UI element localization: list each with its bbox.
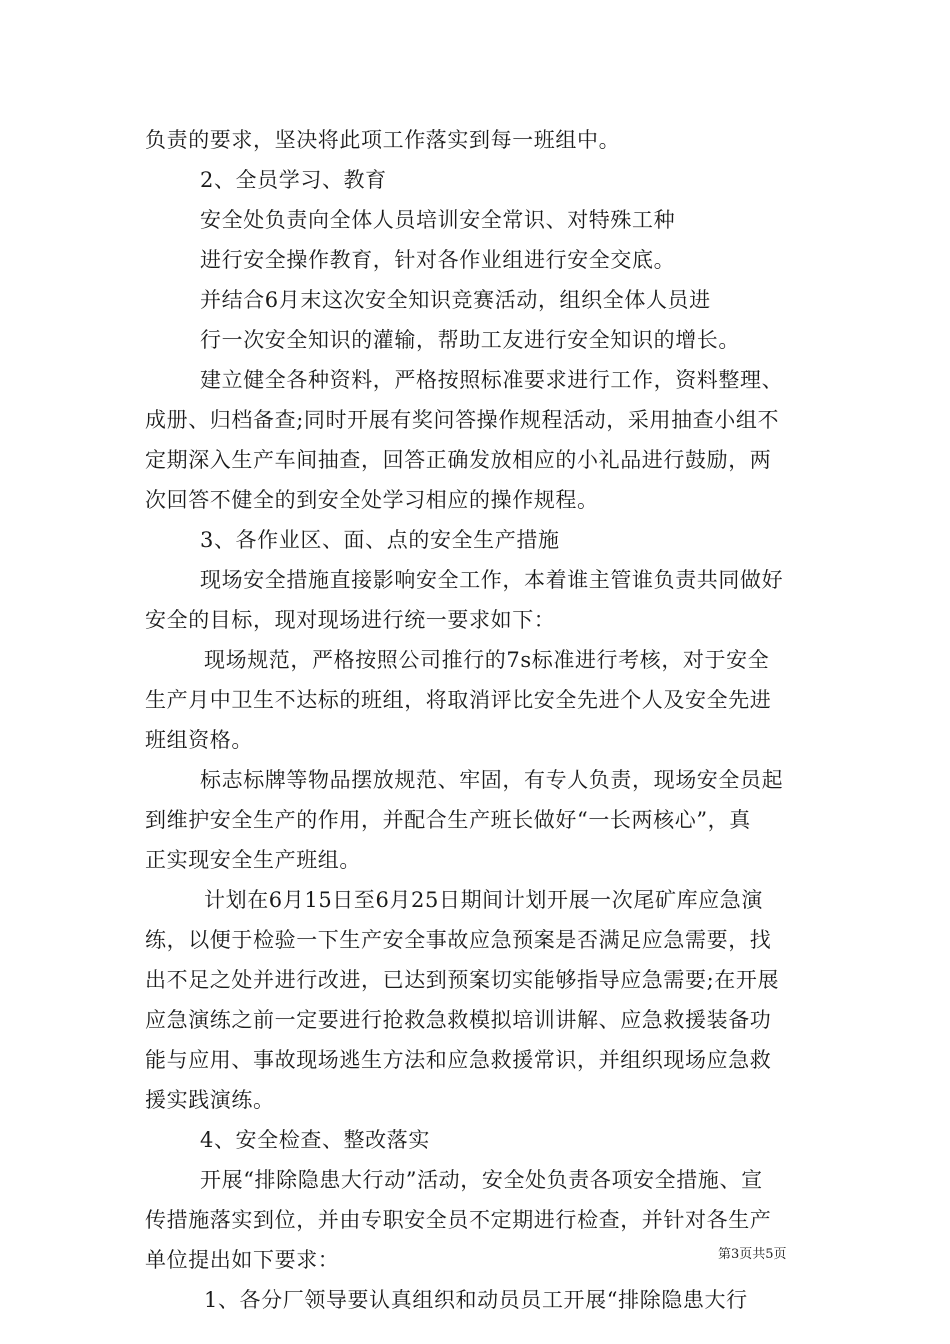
text-line: 定期深入生产车间抽查，回答正确发放相应的小礼品进行鼓励，两 xyxy=(145,448,772,472)
text-line: 现场规范，严格按照公司推行的7s标准进行考核，对于安全 xyxy=(204,648,770,672)
text-line: 进行安全操作教育，针对各作业组进行安全交底。 xyxy=(200,248,676,272)
text-line: 行一次安全知识的灌输，帮助工友进行安全知识的增长。 xyxy=(200,328,740,352)
text-line: 计划在6月15日至6月25日期间计划开展一次尾矿库应急演 xyxy=(204,888,763,912)
text-line: 成册、归档备查;同时开展有奖问答操作规程活动，采用抽查小组不 xyxy=(145,408,780,432)
text-line: 次回答不健全的到安全处学习相应的操作规程。 xyxy=(145,488,599,512)
page-number-footer: 第3页共5页 xyxy=(718,1247,787,1262)
section-heading: 2、全员学习、教育 xyxy=(200,168,387,192)
text-line: 建立健全各种资料，严格按照标准要求进行工作，资料整理、 xyxy=(200,368,784,392)
text-line: 到维护安全生产的作用，并配合生产班长做好“一长两核心”，真 xyxy=(145,808,751,832)
text-line: 1、各分厂领导要认真组织和动员员工开展“排除隐患大行 xyxy=(204,1288,748,1312)
text-line: 能与应用、事故现场逃生方法和应急救援常识，并组织现场应急救 xyxy=(145,1048,772,1072)
text-line: 正实现安全生产班组。 xyxy=(145,848,361,872)
text-line: 生产月中卫生不达标的班组，将取消评比安全先进个人及安全先进 xyxy=(145,688,772,712)
section-heading: 3、各作业区、面、点的安全生产措施 xyxy=(200,528,560,552)
text-line: 开展“排除隐患大行动”活动，安全处负责各项安全措施、宣 xyxy=(200,1168,763,1192)
text-line: 单位提出如下要求： xyxy=(145,1248,340,1272)
text-line: 传措施落实到位，并由专职安全员不定期进行检查，并针对各生产 xyxy=(145,1208,772,1232)
text-line: 安全处负责向全体人员培训安全常识、对特殊工种 xyxy=(200,208,676,232)
text-line: 安全的目标，现对现场进行统一要求如下： xyxy=(145,608,556,632)
text-line: 援实践演练。 xyxy=(145,1088,275,1112)
text-line: 练，以便于检验一下生产安全事故应急预案是否满足应急需要，找 xyxy=(145,928,772,952)
text-line: 标志标牌等物品摆放规范、牢固，有专人负责，现场安全员起 xyxy=(200,768,784,792)
text-line: 出不足之处并进行改进，已达到预案切实能够指导应急需要;在开展 xyxy=(145,968,780,992)
section-heading: 4、安全检查、整改落实 xyxy=(200,1128,430,1152)
text-line: 并结合6月末这次安全知识竞赛活动，组织全体人员进 xyxy=(200,288,711,312)
text-line: 现场安全措施直接影响安全工作，本着谁主管谁负责共同做好 xyxy=(200,568,784,592)
text-line: 班组资格。 xyxy=(145,728,253,752)
text-line: 应急演练之前一定要进行抢救急救模拟培训讲解、应急救援装备功 xyxy=(145,1008,772,1032)
text-line: 负责的要求，坚决将此项工作落实到每一班组中。 xyxy=(145,128,621,152)
